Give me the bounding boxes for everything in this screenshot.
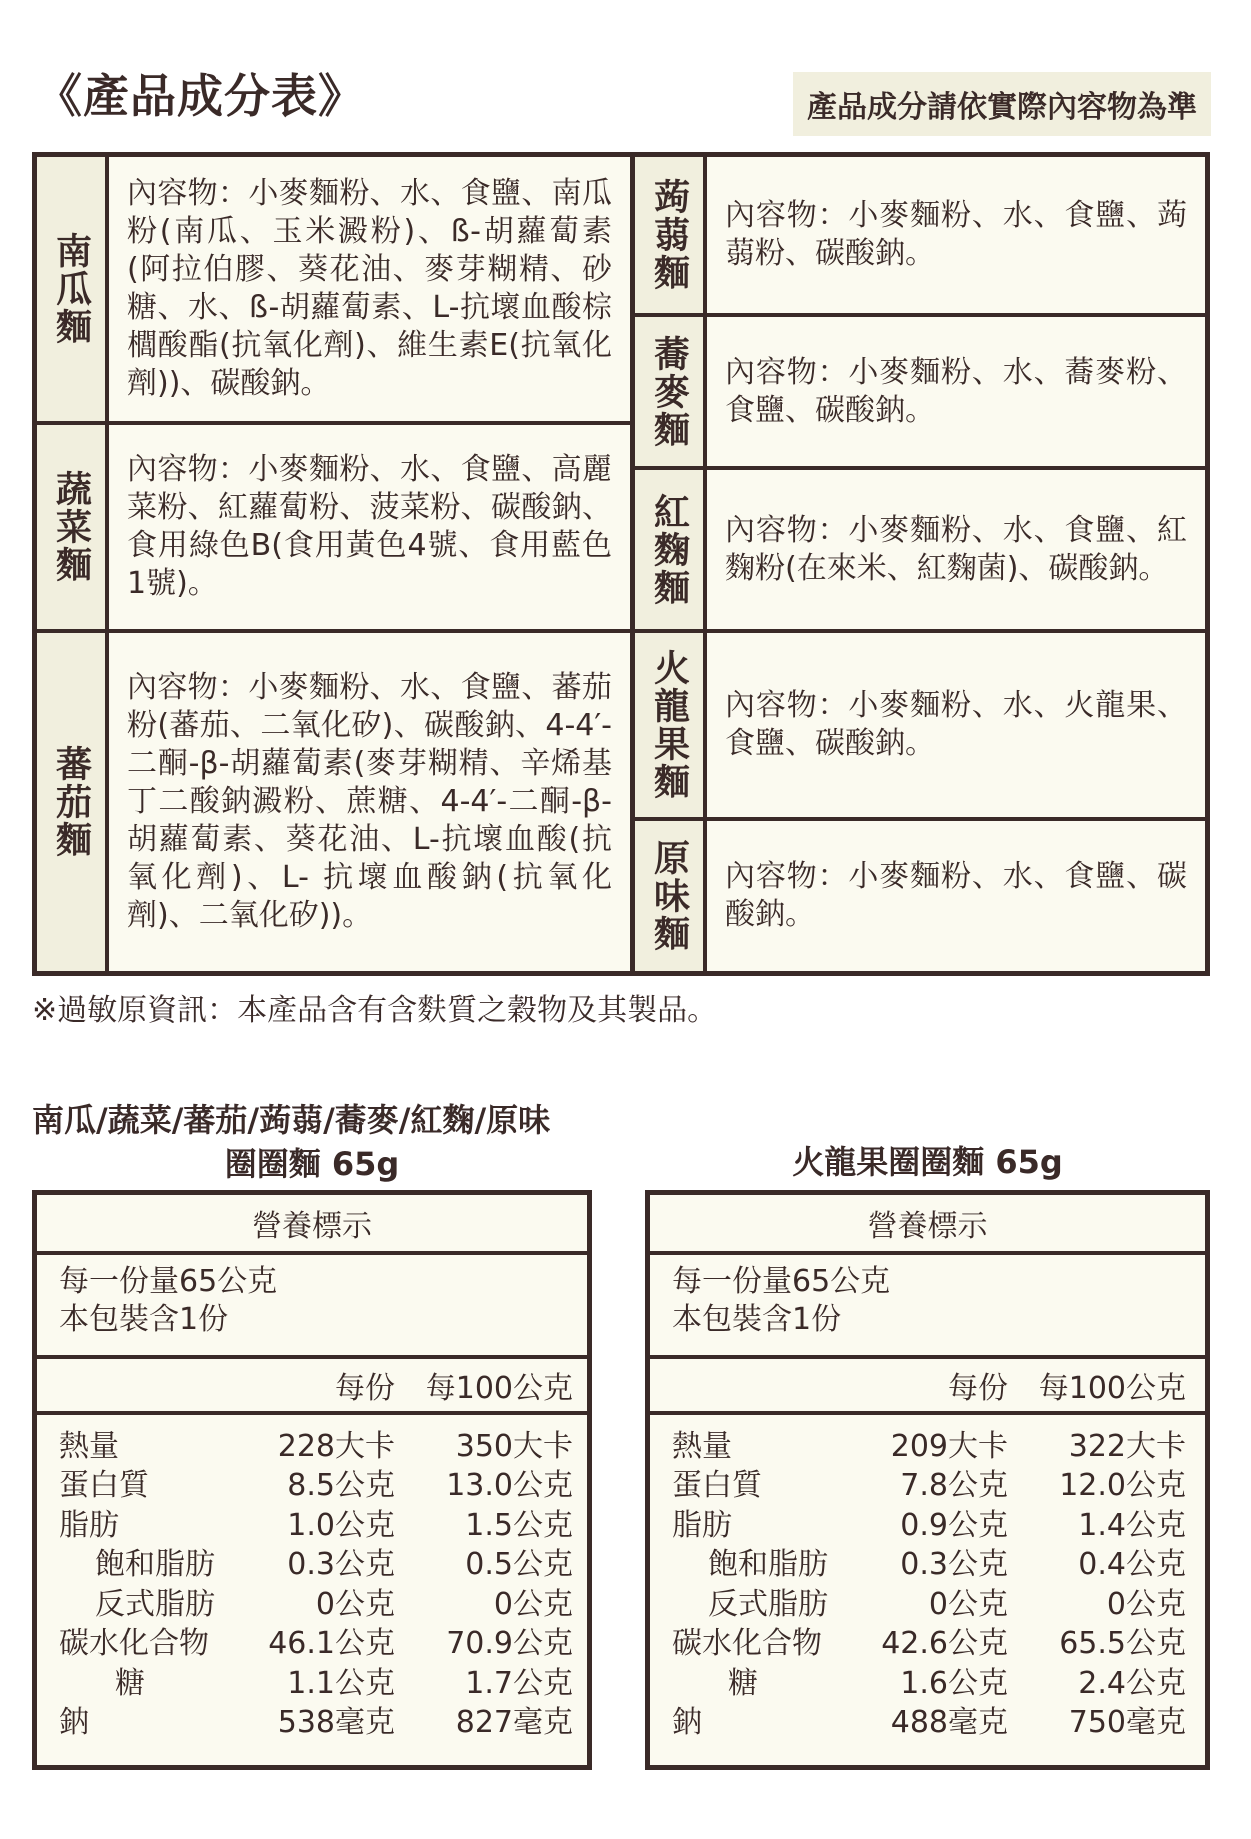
- nutrition-row: [37, 1542, 587, 1582]
- serving-info: 每一份量65公克 本包裝含1份: [37, 1255, 587, 1359]
- ingredient-label: 蔬菜麵: [37, 425, 109, 629]
- ingredient-label: 蕃茄麵: [37, 633, 109, 971]
- nutrient-name: 熱量: [672, 1428, 732, 1464]
- nutrient-name: 糖: [728, 1665, 758, 1701]
- nutrient-name: 鈉: [59, 1705, 89, 1741]
- nutrition-row: [37, 1502, 587, 1542]
- value-per-100g: 322大卡: [1068, 1428, 1186, 1464]
- ingredient-label: 蕎麥麵: [635, 317, 707, 466]
- nutrition-row: [37, 1660, 587, 1700]
- ingredient-notice: 產品成分請依實際內容物為準: [793, 72, 1211, 136]
- nutrient-name: 熱量: [59, 1428, 119, 1464]
- value-per-100g: 12.0公克: [1059, 1468, 1186, 1504]
- ingredient-label: 南瓜麵: [37, 157, 109, 421]
- value-per-100g: 13.0公克: [446, 1468, 573, 1504]
- nutrition-header: 營養標示: [650, 1195, 1205, 1255]
- nutrient-name: 碳水化合物: [672, 1626, 822, 1662]
- nutrition-panel: [645, 1190, 1210, 1770]
- ingredient-row-vegetable: [37, 425, 630, 633]
- nutrition-column-header: 每份 每100公克: [650, 1359, 1205, 1415]
- page-title: 《產品成分表》: [36, 69, 365, 123]
- ingredient-label: 蒟蒻麵: [635, 157, 707, 313]
- ingredient-row-buckwheat: [635, 317, 1205, 470]
- value-per-100g: 350大卡: [455, 1428, 573, 1464]
- nutrient-name: 蛋白質: [672, 1468, 762, 1504]
- ingredient-row-original: [635, 821, 1205, 971]
- nutrition-header: 營養標示: [37, 1195, 587, 1255]
- value-per-100g: 0.5公克: [465, 1547, 573, 1583]
- nutrition-row: [37, 1700, 587, 1740]
- nutrient-name: 反式脂肪: [95, 1586, 215, 1622]
- value-per-100g: 1.4公克: [1078, 1507, 1186, 1543]
- value-per-100g: 827毫克: [455, 1705, 573, 1741]
- ingredient-text: 內容物：小麥麵粉、水、食鹽、蕃茄粉(蕃茄、二氧化矽)、碳酸鈉、4-4′-二酮-β-胡蘿蔔素(麥芽糊精、辛烯基丁二酸鈉澱粉、蔗糖、4-4′-二酮-β-胡蘿蔔素、葵花油、L-抗壞血酸(抗氧化劑)、L- 抗壞血酸鈉(抗氧化劑)、二氧化矽))。: [127, 670, 612, 933]
- ingredient-row-dragon-fruit: [635, 633, 1205, 821]
- nutrient-name: 脂肪: [672, 1507, 732, 1543]
- value-per-serving: 538毫克: [277, 1705, 395, 1741]
- ingredient-text: 內容物：小麥麵粉、水、食鹽、蒟蒻粉、碳酸鈉。: [725, 198, 1187, 271]
- nutrition-row: [37, 1423, 587, 1463]
- nutrient-name: 蛋白質: [59, 1468, 149, 1504]
- nutrition-column-header: 每份 每100公克: [37, 1359, 587, 1415]
- ingredients-left-column: [37, 157, 635, 971]
- nutrition-row: [650, 1660, 1205, 1700]
- nutrition-row: [650, 1621, 1205, 1661]
- nutrition-row: [650, 1542, 1205, 1582]
- value-per-serving: 0.3公克: [287, 1547, 395, 1583]
- nutrition-rows: [650, 1415, 1205, 1739]
- nutrition-row: [650, 1700, 1205, 1740]
- ingredient-label: 紅麴麵: [635, 470, 707, 629]
- value-per-100g: 1.5公克: [465, 1507, 573, 1543]
- ingredient-text: 內容物：小麥麵粉、水、食鹽、紅麴粉(在來米、紅麴菌)、碳酸鈉。: [725, 512, 1187, 586]
- nutrition-product-title: 南瓜/蔬菜/蕃茄/蒟蒻/蕎麥/紅麴/原味 圈圈麵 65g: [32, 1101, 551, 1183]
- ingredient-row-konjac: [635, 157, 1205, 317]
- value-per-100g: 1.7公克: [465, 1665, 573, 1701]
- nutrient-name: 飽和脂肪: [708, 1547, 828, 1583]
- nutrition-row: [37, 1581, 587, 1621]
- value-per-100g: 0公克: [493, 1586, 573, 1622]
- ingredient-row-tomato: [37, 633, 630, 971]
- nutrition-row: [650, 1502, 1205, 1542]
- value-per-serving: 1.1公克: [287, 1665, 395, 1701]
- value-per-100g: 0公克: [1106, 1586, 1186, 1622]
- value-per-serving: 7.8公克: [900, 1468, 1008, 1504]
- value-per-serving: 46.1公克: [268, 1626, 395, 1662]
- value-per-serving: 0公克: [315, 1586, 395, 1622]
- nutrition-row: [650, 1423, 1205, 1463]
- ingredient-label: 原味麵: [635, 821, 707, 971]
- ingredient-row-red-yeast: [635, 470, 1205, 633]
- nutrition-row: [37, 1463, 587, 1503]
- ingredient-row-pumpkin: [37, 157, 630, 425]
- serving-info: 每一份量65公克 本包裝含1份: [650, 1255, 1205, 1359]
- ingredient-label: 火龍果麵: [635, 633, 707, 817]
- value-per-100g: 750毫克: [1068, 1705, 1186, 1741]
- nutrient-name: 鈉: [672, 1705, 702, 1741]
- value-per-100g: 0.4公克: [1078, 1547, 1186, 1583]
- nutrition-row: [650, 1463, 1205, 1503]
- allergen-info: ※過敏原資訊：本產品含有含麩質之穀物及其製品。: [32, 993, 718, 1028]
- value-per-serving: 8.5公克: [287, 1468, 395, 1504]
- nutrient-name: 飽和脂肪: [95, 1547, 215, 1583]
- nutrient-name: 反式脂肪: [708, 1586, 828, 1622]
- nutrient-name: 糖: [115, 1665, 145, 1701]
- nutrient-name: 脂肪: [59, 1507, 119, 1543]
- nutrition-rows: [37, 1415, 587, 1739]
- value-per-serving: 0.9公克: [900, 1507, 1008, 1543]
- value-per-serving: 0.3公克: [900, 1547, 1008, 1583]
- value-per-100g: 2.4公克: [1078, 1665, 1186, 1701]
- ingredients-right-column: [635, 157, 1205, 971]
- nutrition-row: [37, 1621, 587, 1661]
- value-per-serving: 1.0公克: [287, 1507, 395, 1543]
- nutrition-product-title: 火龍果圈圈麵 65g: [792, 1143, 1063, 1181]
- value-per-100g: 70.9公克: [446, 1626, 573, 1662]
- nutrition-panel: [32, 1190, 592, 1770]
- ingredients-table: [32, 152, 1210, 976]
- ingredient-text: 內容物：小麥麵粉、水、火龍果、食鹽、碳酸鈉。: [725, 688, 1187, 761]
- ingredient-text: 內容物：小麥麵粉、水、蕎麥粉、食鹽、碳酸鈉。: [725, 354, 1187, 428]
- value-per-serving: 1.6公克: [900, 1665, 1008, 1701]
- value-per-serving: 209大卡: [890, 1428, 1008, 1464]
- nutrient-name: 碳水化合物: [59, 1626, 209, 1662]
- value-per-serving: 488毫克: [890, 1705, 1008, 1741]
- ingredient-text: 內容物：小麥麵粉、水、食鹽、高麗菜粉、紅蘿蔔粉、菠菜粉、碳酸鈉、食用綠色B(食用黃色4號、食用藍色1號)。: [127, 452, 612, 601]
- value-per-serving: 42.6公克: [881, 1626, 1008, 1662]
- ingredient-text: 內容物：小麥麵粉、水、食鹽、碳酸鈉。: [725, 859, 1187, 932]
- ingredient-text: 內容物：小麥麵粉、水、食鹽、南瓜粉(南瓜、玉米澱粉)、ß-胡蘿蔔素(阿拉伯膠、葵花油、麥芽糊精、砂糖、水、ß-胡蘿蔔素、L-抗壞血酸棕櫚酸酯(抗氧化劑)、維生素E(抗氧化劑))、碳酸鈉。: [127, 176, 612, 401]
- value-per-serving: 0公克: [928, 1586, 1008, 1622]
- nutrition-row: [650, 1581, 1205, 1621]
- value-per-serving: 228大卡: [277, 1428, 395, 1464]
- value-per-100g: 65.5公克: [1059, 1626, 1186, 1662]
